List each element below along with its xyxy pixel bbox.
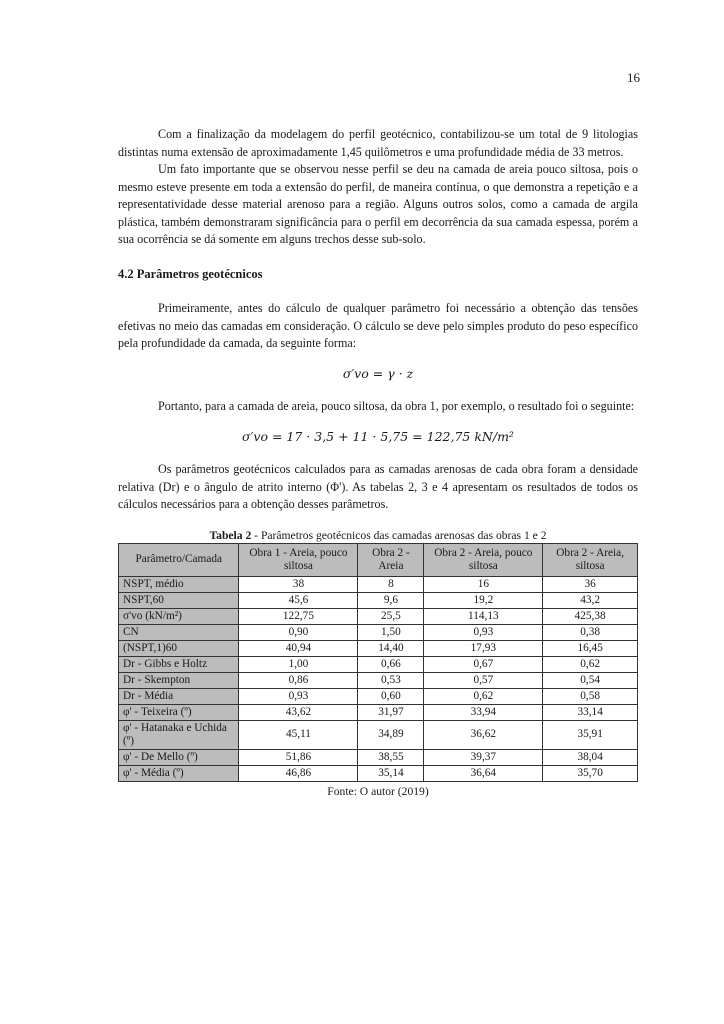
table-row [119, 672, 638, 688]
table-cell-value: 1,00 [239, 656, 358, 672]
table-cell-value: 38 [239, 576, 358, 592]
table-cell-value: 40,94 [239, 640, 358, 656]
table-cell-value: 0,62 [424, 688, 543, 704]
header-obra2-areia: Obra 2 - Areia [358, 543, 424, 576]
table-row [119, 720, 638, 749]
equation-1: σ′vo = γ · z [342, 365, 414, 381]
table-cell-parameter: φ' - Hatanaka e Uchida (º) [119, 720, 239, 749]
table-cell-value: 0,57 [424, 672, 543, 688]
table-source: Fonte: O autor (2019) [327, 784, 429, 798]
table-cell-parameter: σ'vo (kN/m²) [119, 608, 239, 624]
table-row [119, 576, 638, 592]
table-cell-value: 25,5 [358, 608, 424, 624]
table-cell-value: 16,45 [543, 640, 638, 656]
table-cell-parameter: φ' - Média (º) [119, 765, 239, 781]
equation-2: σ′vo = 17 · 3,5 + 11 · 5,75 = 122,75 kN/m² [242, 428, 514, 444]
table-row [119, 688, 638, 704]
table-cell-value: 0,66 [358, 656, 424, 672]
table-cell-parameter: NSPT,60 [119, 592, 239, 608]
table-cell-value: 0,53 [358, 672, 424, 688]
header-parameter: Parâmetro/Camada [119, 543, 239, 576]
table-cell-value: 33,14 [543, 704, 638, 720]
table-cell-value: 0,93 [424, 624, 543, 640]
table-body [119, 576, 638, 781]
table-cell-value: 31,97 [358, 704, 424, 720]
table-cell-value: 19,2 [424, 592, 543, 608]
table-cell-parameter: Dr - Gibbs e Holtz [119, 656, 239, 672]
table-cell-value: 114,13 [424, 608, 543, 624]
section-title: 4.2 Parâmetros geotécnicos [118, 266, 263, 281]
table-cell-value: 43,62 [239, 704, 358, 720]
paragraph-2: Um fato importante que se observou nesse perfil se deu na camada de areia pouco siltosa, pois o mesmo esteve presente em toda a extensão do perfil, de maneira contínua, o que demonstra a repetição e a representatividade desse material arenoso para a região. Alguns outros solos, como a camada de argila plástica, também demonstraram significância para o perfil em decorrência da sua camada espessa, porém a sua ocorrência se dá somente em alguns trechos desse sub-solo. [118, 162, 638, 246]
table-cell-value: 34,89 [358, 720, 424, 749]
table-row [119, 749, 638, 765]
table-cell-parameter: (NSPT,1)60 [119, 640, 239, 656]
table-cell-parameter: Dr - Skempton [119, 672, 239, 688]
paragraph-1: Com a finalização da modelagem do perfil geotécnico, contabilizou-se um total de 9 litologias distintas numa extensão de aproximadamente 1,45 quilômetros e uma profundidade média de 33 metros. [118, 127, 638, 159]
table-cell-value: 0,58 [543, 688, 638, 704]
table-cell-value: 0,60 [358, 688, 424, 704]
table-cell-value: 122,75 [239, 608, 358, 624]
table-cell-value: 36,62 [424, 720, 543, 749]
table-cell-value: 425,38 [543, 608, 638, 624]
table-row [119, 704, 638, 720]
paragraph-4: Portanto, para a camada de areia, pouco siltosa, da obra 1, por exemplo, o resultado foi o seguinte: [158, 399, 635, 413]
table-row [119, 765, 638, 781]
table-cell-value: 0,62 [543, 656, 638, 672]
table-cell-parameter: φ' - De Mello (º) [119, 749, 239, 765]
table-cell-value: 35,91 [543, 720, 638, 749]
table-cell-value: 33,94 [424, 704, 543, 720]
table-cell-value: 0,54 [543, 672, 638, 688]
table-cell-value: 8 [358, 576, 424, 592]
table-caption [118, 529, 638, 543]
table-cell-parameter: φ' - Teixeira (º) [119, 704, 239, 720]
table-cell-parameter: CN [119, 624, 239, 640]
table-cell-value: 51,86 [239, 749, 358, 765]
table-cell-value: 16 [424, 576, 543, 592]
table-cell-parameter: NSPT, médio [119, 576, 239, 592]
table-cell-value: 9,6 [358, 592, 424, 608]
table-row [119, 624, 638, 640]
table-cell-value: 0,67 [424, 656, 543, 672]
table-cell-value: 0,90 [239, 624, 358, 640]
table-cell-parameter: Dr - Média [119, 688, 239, 704]
table-row [119, 640, 638, 656]
table-header-row [119, 543, 638, 576]
table-cell-value: 1,50 [358, 624, 424, 640]
table-row [119, 656, 638, 672]
table-cell-value: 36 [543, 576, 638, 592]
table-cell-value: 0,93 [239, 688, 358, 704]
table-cell-value: 0,86 [239, 672, 358, 688]
table-caption-text: - Parâmetros geotécnicos das camadas arenosas das obras 1 e 2 [251, 528, 547, 542]
table-cell-value: 38,55 [358, 749, 424, 765]
table-cell-value: 36,64 [424, 765, 543, 781]
table-cell-value: 35,70 [543, 765, 638, 781]
table-row [119, 608, 638, 624]
table-row [119, 592, 638, 608]
table-caption-label: Tabela 2 [209, 528, 252, 542]
table-cell-value: 17,93 [424, 640, 543, 656]
paragraph-3: Primeiramente, antes do cálculo de qualquer parâmetro foi necessário a obtenção das tensões efetivas no meio das camadas em consideração. O cálculo se deve pelo simples produto do peso específico pela profundidade da camada, da seguinte forma: [118, 301, 638, 350]
table-cell-value: 46,86 [239, 765, 358, 781]
paragraph-5: Os parâmetros geotécnicos calculados para as camadas arenosas de cada obra foram a densidade relativa (Dr) e o ângulo de atrito interno (Φ'). As tabelas 2, 3 e 4 apresentam os resultados de todos os cálculos necessários para a obtenção desses parâmetros. [118, 462, 638, 511]
page-number: 16 [627, 70, 640, 85]
header-obra1-areia-pouco-siltosa: Obra 1 - Areia, pouco siltosa [239, 543, 358, 576]
table-cell-value: 14,40 [358, 640, 424, 656]
table-cell-value: 39,37 [424, 749, 543, 765]
parameters-table [118, 543, 638, 782]
table-cell-value: 0,38 [543, 624, 638, 640]
table-cell-value: 43,2 [543, 592, 638, 608]
header-obra2-areia-siltosa: Obra 2 - Areia, siltosa [543, 543, 638, 576]
table-cell-value: 45,11 [239, 720, 358, 749]
table-cell-value: 45,6 [239, 592, 358, 608]
table-cell-value: 38,04 [543, 749, 638, 765]
table-cell-value: 35,14 [358, 765, 424, 781]
header-obra2-areia-pouco-siltosa: Obra 2 - Areia, pouco siltosa [424, 543, 543, 576]
page-content [118, 126, 638, 800]
